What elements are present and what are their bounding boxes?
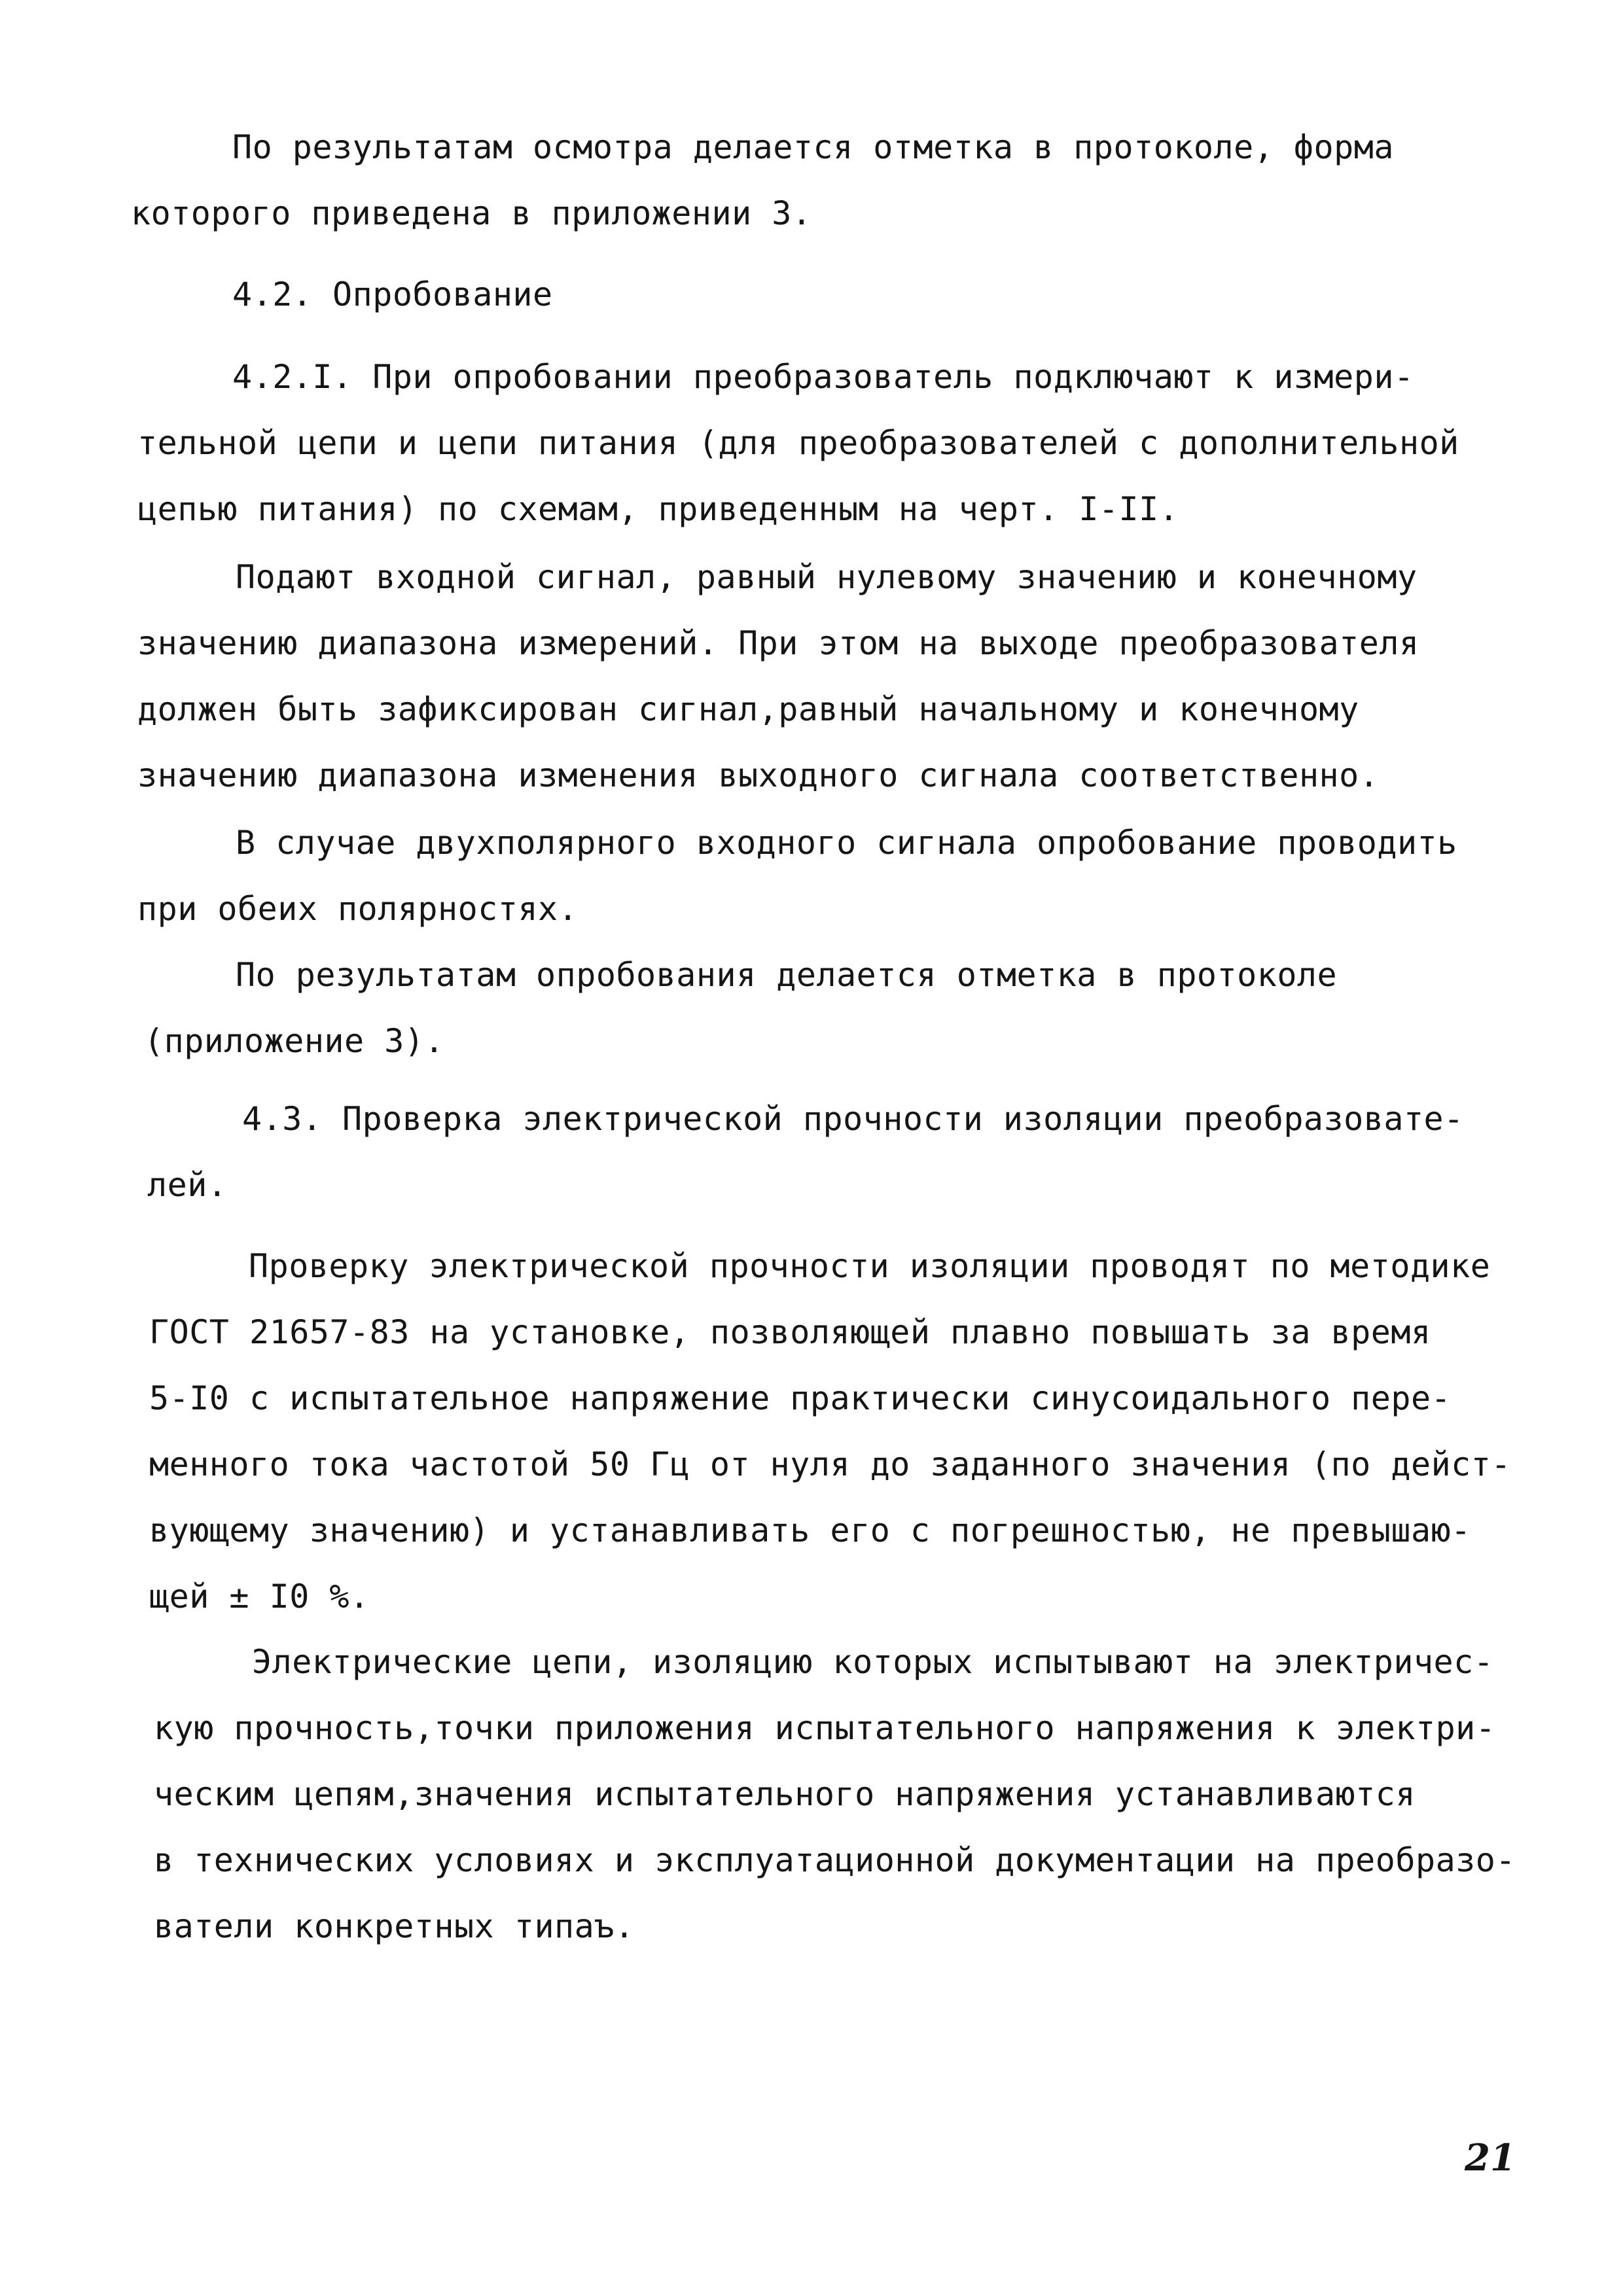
text-line: при обеих полярностях. bbox=[137, 890, 579, 928]
text-line: кую прочность,точки приложения испытательного напряжения к электри- bbox=[154, 1709, 1496, 1747]
text-line: Электрические цепи, изоляцию которых испытывают на электричес- bbox=[252, 1643, 1494, 1681]
text-line: По результатам осмотра делается отметка в протоколе, форма bbox=[232, 128, 1394, 166]
text-line: ческим цепям,значения испытательного напряжения устанавливаются bbox=[154, 1775, 1416, 1813]
text-line: которого приведена в приложении 3. bbox=[131, 194, 812, 232]
section-heading: 4.2. Опробование bbox=[232, 275, 553, 313]
section-heading: 4.3. Проверка электрической прочности изоляции преобразовате- bbox=[242, 1100, 1464, 1138]
text-line: вующему значению) и устанавливать его с погрешностью, не превышаю- bbox=[149, 1511, 1471, 1549]
text-line: По результатам опробования делается отметка в протоколе bbox=[236, 956, 1338, 994]
text-line: ГОСТ 21657-83 на установке, позволяющей плавно повышать за время bbox=[149, 1313, 1431, 1351]
text-line: цепью питания) по схемам, приведенным на черт. I-II. bbox=[137, 490, 1179, 528]
text-line: менного тока частотой 50 Гц от нуля до заданного значения (по дейст- bbox=[149, 1445, 1511, 1483]
text-line: тельной цепи и цепи питания (для преобразователей с дополнительной bbox=[137, 424, 1459, 462]
text-line: щей ± I0 %. bbox=[149, 1578, 370, 1616]
text-line: в технических условиях и эксплуатационной документации на преобразо- bbox=[154, 1841, 1516, 1879]
text-line: должен быть зафиксирован сигнал,равный начальному и конечному bbox=[137, 690, 1359, 728]
text-line: Проверку электрической прочности изоляции проводят по методике bbox=[249, 1247, 1491, 1285]
text-line: В случае двухполярного входного сигнала опробование проводить bbox=[236, 824, 1457, 862]
text-line: значению диапазона измерений. При этом на выходе преобразователя bbox=[137, 624, 1419, 662]
text-line: (приложение 3). bbox=[144, 1022, 445, 1060]
text-line: ватели конкретных типаъ. bbox=[154, 1907, 635, 1945]
text-line: Подают входной сигнал, равный нулевому значению и конечному bbox=[236, 558, 1418, 596]
page-number: 21 bbox=[1465, 2136, 1516, 2180]
section-heading: лей. bbox=[147, 1166, 228, 1204]
text-line: значению диапазона изменения выходного сигнала соответственно. bbox=[137, 756, 1380, 794]
text-line: 5-I0 с испытательное напряжение практически синусоидального пере- bbox=[149, 1379, 1452, 1417]
text-line: 4.2.I. При опробовании преобразователь подключают к измери- bbox=[232, 358, 1414, 396]
